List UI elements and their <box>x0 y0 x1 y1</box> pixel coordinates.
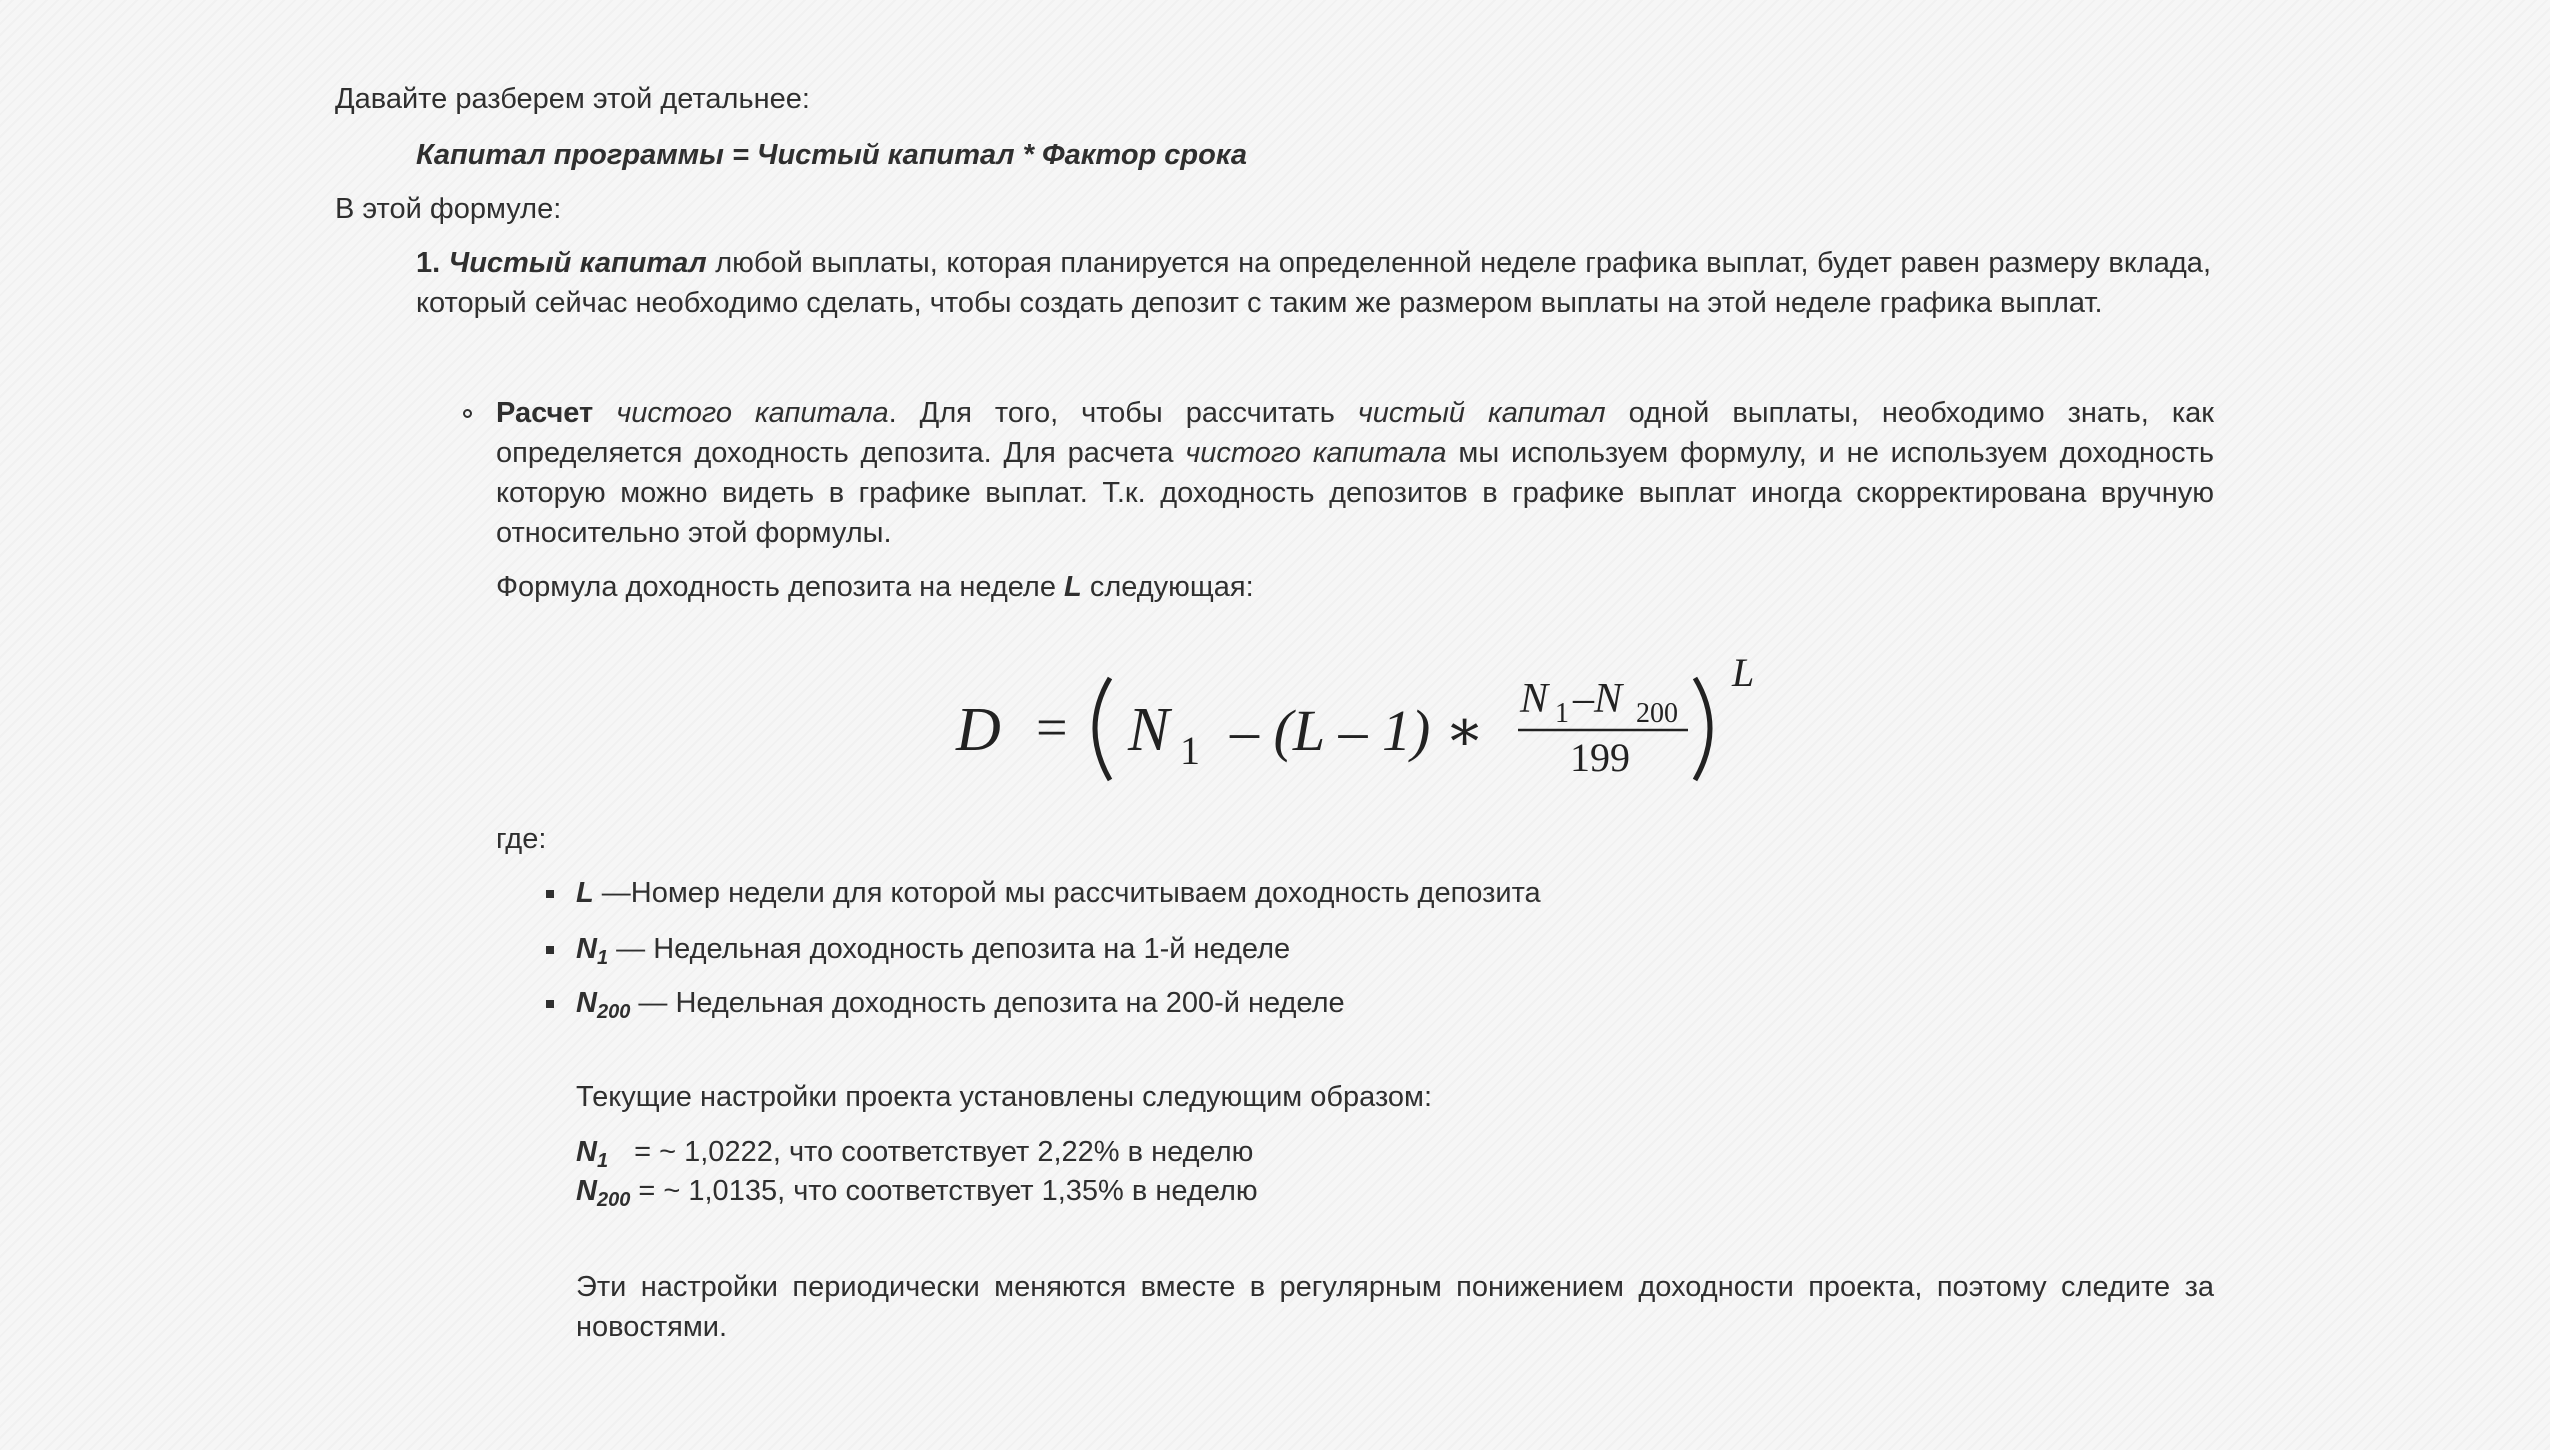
definition-sub: 1 <box>596 947 609 969</box>
calc-line-2 <box>496 433 2214 473</box>
formula-n: N <box>1128 696 1170 764</box>
formula-left-paren <box>1095 678 1110 780</box>
setting-text: = ~ 1,0135, что соответствует 1,35% в неделю <box>638 1175 1258 1207</box>
square-bullet <box>546 946 554 954</box>
formula-num-sub200: 200 <box>1636 698 1678 729</box>
calc-line-4: относительно этой формулы. <box>496 517 892 549</box>
item-1-line-2: который сейчас необходимо сделать, чтобы создать депозит с таким же размером выплаты на этой неделе графика выплат. <box>416 287 2103 319</box>
item-1-number: 1. <box>416 247 441 279</box>
circle-bullet <box>463 409 472 418</box>
calc-text-1: . Для того, чтобы рассчитать <box>888 397 1335 429</box>
definition-var: L <box>576 877 594 909</box>
formula-eq: = <box>1036 697 1068 759</box>
setting-sub: 1 <box>596 1150 609 1172</box>
formula-intro-before: Формула доходность депозита на неделе <box>496 571 1056 603</box>
definition-var: N <box>576 987 597 1019</box>
definition-item <box>576 929 1290 969</box>
intro-text: Давайте разберем этой детальнее: <box>335 83 810 115</box>
note-line-1: Эти настройки периодически меняются вместе в регулярным понижением доходности проекта, поэтому следите за <box>576 1271 2214 1303</box>
definition-text: — Недельная доходность депозита на 1-й неделе <box>616 933 1291 965</box>
square-bullet <box>546 1000 554 1008</box>
setting-text: = ~ 1,0222, что соответствует 2,22% в неделю <box>634 1136 1254 1168</box>
setting-var: N <box>576 1136 597 1168</box>
setting-n200 <box>576 1171 1258 1211</box>
formula-num-minus: –N <box>1573 676 1623 722</box>
calc-line-1 <box>496 393 2214 433</box>
formula-denominator: 199 <box>1570 735 1630 780</box>
definition-var: N <box>576 933 597 965</box>
item-1-text-1: любой выплаты, которая планируется на определенной неделе графика выплат, будет равен размеру вклада, <box>715 247 2211 279</box>
definition-text: — Недельная доходность депозита на 200-й неделе <box>638 987 1345 1019</box>
deposit-yield-formula <box>940 640 1780 800</box>
definition-sub: 200 <box>596 1001 631 1023</box>
formula-num-sub1: 1 <box>1555 698 1569 729</box>
formula-lhs: D <box>956 696 1001 764</box>
formula-intro-after: следующая: <box>1089 571 1254 603</box>
definition-text: —Номер недели для которой мы рассчитываем доходность депозита <box>601 877 1541 909</box>
setting-sub: 200 <box>596 1189 631 1211</box>
definition-item <box>576 983 1345 1023</box>
square-bullet <box>546 890 554 898</box>
item-1 <box>416 243 2211 323</box>
calc-line-2a: определяется доходность депозита. Для расчета <box>496 437 1174 469</box>
calc-paragraph <box>496 393 2214 553</box>
item-1-line-1 <box>416 243 2211 283</box>
calc-line-2b: мы используем формулу, и не используем доходность <box>1458 437 2214 469</box>
setting-var: N <box>576 1175 597 1207</box>
note-paragraph <box>576 1267 2214 1347</box>
calc-line-3: которую можно видеть в графике выплат. Т.к. доходность депозитов в графике выплат иногда скорректирована вручную <box>496 477 2214 509</box>
settings-title: Текущие настройки проекта установлены следующим образом: <box>576 1081 1433 1113</box>
definition-item <box>576 873 1541 913</box>
where-text: где: <box>496 823 547 855</box>
in-formula-text: В этой формуле: <box>335 193 562 225</box>
calc-title: Расчет <box>496 397 594 429</box>
calc-term-2: чистый капитал <box>1357 397 1606 429</box>
formula-exponent: L <box>1732 650 1755 695</box>
formula-num-n1: N <box>1520 676 1549 722</box>
item-1-term: Чистый капитал <box>448 247 707 279</box>
formula-middle: – (L – 1) ∗ <box>1230 698 1485 763</box>
formula-sub-1: 1 <box>1180 728 1200 773</box>
calc-term-3: чистого капитала <box>1185 437 1447 469</box>
calc-text-2: одной выплаты, необходимо знать, как <box>1628 397 2214 429</box>
main-formula: Капитал программы = Чистый капитал * Фактор срока <box>416 139 1248 171</box>
setting-n1 <box>576 1132 1253 1172</box>
note-line-2: новостями. <box>576 1311 728 1343</box>
formula-intro <box>496 567 1254 607</box>
calc-term-1: чистого капитала <box>616 397 889 429</box>
formula-right-paren <box>1695 678 1710 780</box>
formula-intro-var: L <box>1064 571 1082 603</box>
